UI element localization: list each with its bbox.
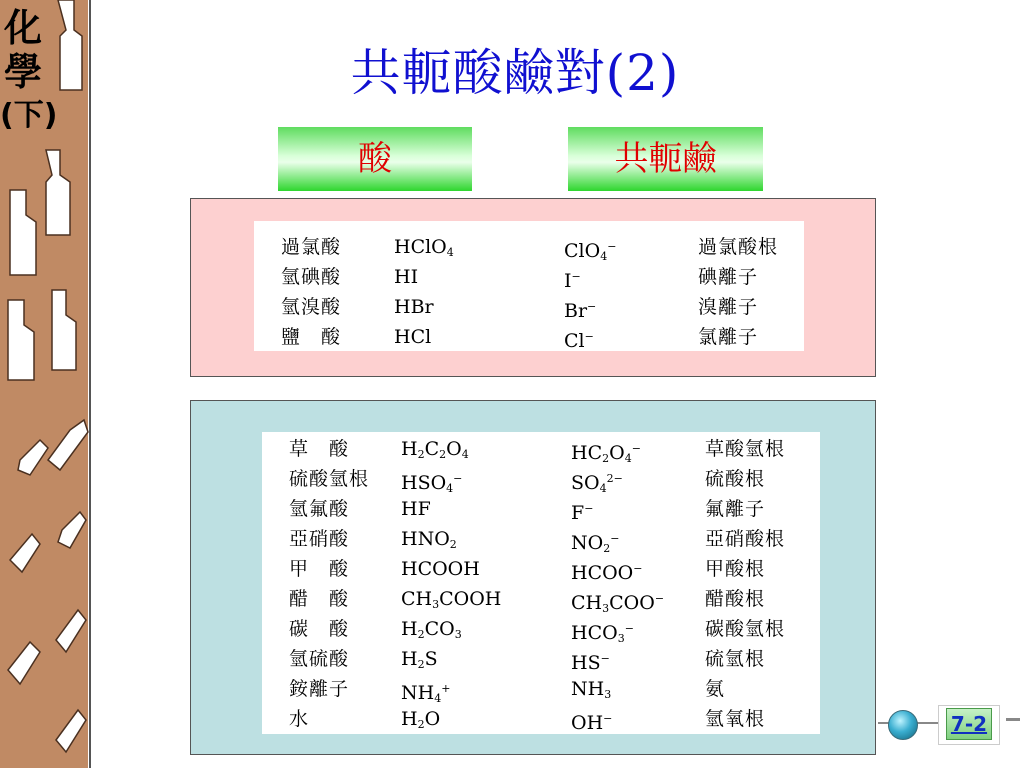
acid-name-cell: 氫溴酸 [281, 296, 342, 318]
acid-name-cell: 鹽 酸 [281, 326, 342, 348]
acid-formula-cell: $H_2C_2O_4$ [401, 438, 469, 461]
acid-formula-cell: $H_2CO_3$ [401, 618, 462, 641]
base-formula-cell: OH− [571, 712, 613, 734]
base-formula-cell: Cl− [564, 330, 594, 352]
acid-formula-cell: HF [401, 498, 431, 520]
base-name-cell: 碘離子 [698, 266, 759, 288]
acid-name-cell: 水 [289, 708, 310, 730]
acid-name-cell: 氫氟酸 [289, 498, 350, 520]
slide-number-link[interactable]: 7-2 [946, 708, 992, 740]
side-title-char: (下) [0, 98, 58, 133]
side-title [0, 6, 58, 138]
base-name-cell: 草酸氫根 [705, 438, 786, 460]
table-row [254, 292, 804, 322]
acid-formula-cell: HCl [394, 326, 432, 348]
table-row [262, 584, 820, 614]
base-name-cell: 氟離子 [705, 498, 766, 520]
base-formula-cell: I− [564, 270, 581, 292]
base-name-cell: 碳酸氫根 [705, 618, 786, 640]
acid-formula-cell: $HSO_4^-$ [401, 472, 463, 495]
base-formula-cell: HCOO− [571, 562, 643, 584]
base-name-cell: 甲酸根 [705, 558, 766, 580]
page-title: 共軛酸鹼對(2) [350, 44, 680, 102]
base-name-cell: 硫氫根 [705, 648, 766, 670]
base-formula-cell: $HCO_3^-$ [571, 622, 634, 645]
base-formula-cell: HS− [571, 652, 610, 674]
acid-name-cell: 亞硝酸 [289, 528, 350, 550]
acid-name-cell: 甲 酸 [289, 558, 350, 580]
nav-tick [1006, 718, 1020, 721]
table-row [254, 262, 804, 292]
acid-name-cell: 醋 酸 [289, 588, 350, 610]
base-name-cell: 硫酸根 [705, 468, 766, 490]
base-name-cell: 氫氧根 [705, 708, 766, 730]
base-formula-cell: ClO$_4$− [564, 240, 617, 263]
table-row [262, 554, 820, 584]
header-conjugate-base: 共軛鹼 [568, 127, 763, 191]
side-title-char: 學 [3, 50, 42, 94]
base-name-cell: 過氯酸根 [698, 236, 779, 258]
acid-formula-cell: $HNO_2$ [401, 528, 457, 551]
table-row [262, 494, 820, 524]
base-formula-cell: Br− [564, 300, 597, 322]
acid-name-cell: 過氯酸 [281, 236, 342, 258]
table-row [262, 614, 820, 644]
acid-formula-cell: HBr [394, 296, 434, 318]
acid-formula-cell: HI [394, 266, 419, 288]
nav-button-icon[interactable] [888, 710, 918, 740]
acid-formula-cell: $H_2O$ [401, 708, 441, 731]
base-name-cell: 氨 [705, 678, 726, 700]
table-row [262, 524, 820, 554]
acid-formula-cell: $CH_3COOH$ [401, 588, 502, 611]
base-name-cell: 溴離子 [698, 296, 759, 318]
table-row [262, 644, 820, 674]
strong-acid-table [254, 221, 804, 351]
acid-name-cell: 氫碘酸 [281, 266, 342, 288]
base-formula-cell: $NH_3$ [571, 678, 612, 701]
acid-name-cell: 碳 酸 [289, 618, 350, 640]
weak-acid-table [262, 432, 820, 734]
acid-name-cell: 草 酸 [289, 438, 350, 460]
table-row [254, 322, 804, 352]
header-acid: 酸 [278, 127, 472, 191]
base-name-cell: 亞硝酸根 [705, 528, 786, 550]
base-formula-cell: $NO_2^-$ [571, 532, 620, 555]
base-formula-cell: F− [571, 502, 594, 524]
acid-name-cell: 氫硫酸 [289, 648, 350, 670]
acid-name-cell: 銨離子 [289, 678, 350, 700]
side-decoration [0, 0, 100, 768]
base-name-cell: 氯離子 [698, 326, 759, 348]
table-row [254, 232, 804, 262]
table-row [262, 674, 820, 704]
acid-name-cell: 硫酸氫根 [289, 468, 370, 490]
table-row [262, 704, 820, 734]
acid-formula-cell: $H_2S$ [401, 648, 438, 671]
table-row [262, 434, 820, 464]
table-row [262, 464, 820, 494]
base-name-cell: 醋酸根 [705, 588, 766, 610]
base-formula-cell: $HC_2O_4^-$ [571, 442, 641, 465]
base-formula-cell: $SO_4^{2-}$ [571, 472, 623, 495]
side-title-char: 化 [3, 6, 42, 50]
base-formula-cell: $CH_3COO^-$ [571, 592, 665, 615]
acid-formula-cell: HClO$_4$ [394, 236, 454, 259]
acid-formula-cell: HCOOH [401, 558, 480, 580]
acid-formula-cell: $NH_4^+$ [401, 682, 451, 705]
